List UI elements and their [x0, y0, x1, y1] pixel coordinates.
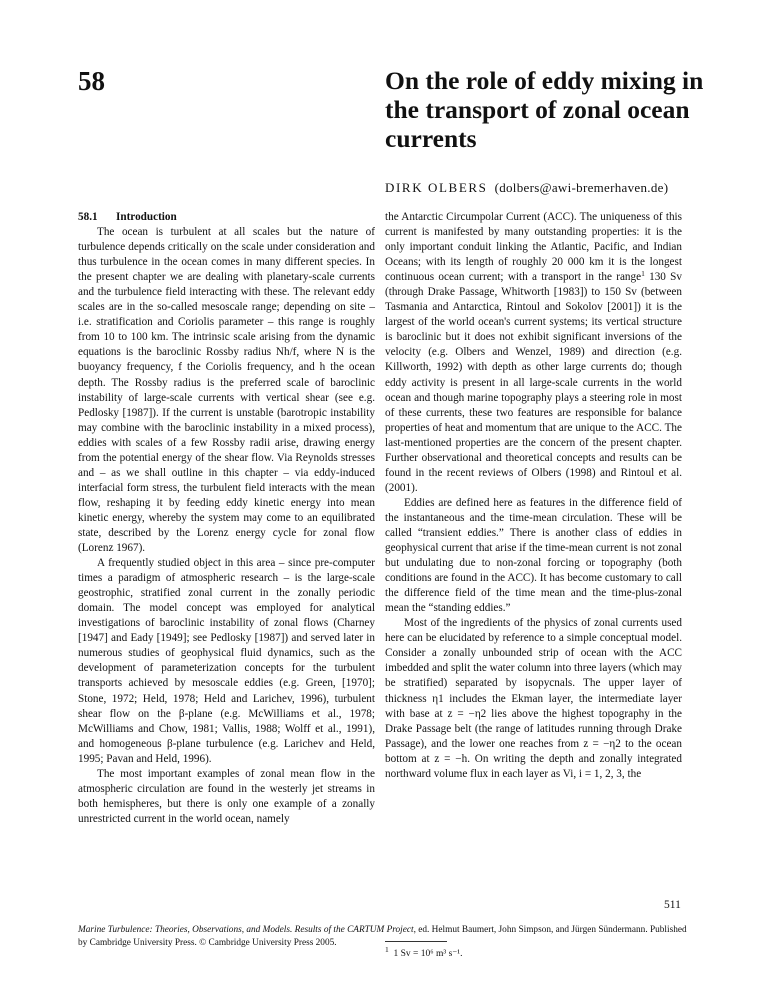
chapter-number: 58: [78, 66, 105, 96]
author-name: DIRK OLBERS: [385, 180, 488, 195]
author-email[interactable]: (dolbers@awi-bremerhaven.de): [494, 180, 669, 195]
page-number: 511: [664, 899, 681, 911]
paragraph-text: the Antarctic Circumpolar Current (ACC). The uniqueness of this current is manifested by many outstanding properties: it is the only important conduit linking the Atlantic, Pacific, and Indian Oceans; with its length of roughly 20 000 km it is the longest continuous ocean current; with a transport in the range: [385, 211, 682, 284]
paragraph: A frequently studied object in this area – since pre-computer times a paradigm of atmospheric research – is the large-scale geostrophic, stratified zonal current in the zonally periodic domain. The model concept was employed for analytical investigations of baroclinic instability of zonal flows (Charney [1947] and Eady [1949]; see Pedlosky [1987]) and served later in numerous studies of geophysical fluid dynamics, such as the development of parameterization concepts for the turbulent transports achieved by mesoscale eddies (e.g. Green, [1970]; Stone, 1972; Held, 1978; Held and Larichev, 1996), turbulent shear flow on the β-plane (e.g. McWilliams et al., 1978; McWilliams and Chow, 1981; Vallis, 1988; Wolff et al., 1991), and homogeneous β-plane turbulence (e.g. Larichev and Held, 1995; Pavan and Held, 1996).: [78, 557, 375, 765]
paragraph-continued: [385, 210, 682, 496]
paragraph: The ocean is turbulent at all scales but the nature of turbulence depends critically on the scale under consideration and thus turbulence in the ocean comes in many different species. In the present chapter we are dealing with planetary-scale currents and the turbulence field interacting with these. The relevant eddy scales are in the so-called mesoscale range; depending on site – i.e. stratification and Coriolis parameter – this range is roughly from 10 to 100 km. The intrinsic scale arising from the dynamic equations is the baroclinic Rossby radius Nh/f, where N is the buoyancy frequency, f the Coriolis frequency, and h the ocean depth. The Rossby radius is the preferred scale of baroclinic instability of large-scale currents with vertical shear (see e.g. Pedlosky [1987]). If the current is unstable (barotropic instability may combine with the baroclinic instability in a mixed process), eddies with scales of a few Rossby radii arise, drawing energy from the potential energy of the shear flow. Via Reynolds stresses and – as we shall outline in this chapter – via eddy-induced interfacial form stress, the turbulent field interacts with the mean flow, reshaping it by feeding eddy kinetic energy into mean kinetic energy, whereby the system may come to an equilibrated state, described by the Lorenz energy cycle for zonal flow (Lorenz 1967).: [78, 226, 375, 555]
footnote-marker[interactable]: 1: [641, 269, 645, 279]
paragraph: Eddies are defined here as features in the difference field of the instantaneous and the time-mean circulation. These will be called “transient eddies.” There is another class of eddies in geophysical current that arise if the time-mean current is not zonal but undulating due to non-zonal forcing or topography (both conditions are found in the ACC). It has become customary to call the difference field of the time mean and the time-plus-zonal mean the “standing eddies.”: [385, 496, 682, 615]
section-number: 58.1: [78, 211, 98, 223]
credit-text: , ed. Helmut Baumert, John Simpson, and Jürgen Sündermann. Published by Cambridge University Press. © Cambridge University Press 2005.: [78, 925, 687, 948]
section-heading: [78, 210, 375, 225]
footnote-number: 1: [385, 945, 389, 954]
right-column: [385, 210, 682, 782]
paragraph: Most of the ingredients of the physics of zonal currents used here can be elucidated by reference to a simple conceptual model. Consider a zonally unbounded strip of ocean with the ACC imbedded and split the water column into three layers (which may be stratified) separated by isopycnals. The upper layer of thickness η1 includes the Ekman layer, the intermediate layer with base at z = −η2 lies above the highest topography in the Drake Passage belt (the range of latitudes running through Drake Passage), and the lower one reaches from z = −η2 to the ocean bottom at z = −h. On writing the depth and zonally integrated northward volume flux in each layer as Vi, i = 1, 2, 3, the: [385, 617, 682, 780]
paragraph-text: 130 Sv (through Drake Passage, Whitworth [1983]) to 150 Sv (between Tasmania and Antarctica, Rintoul and Sokolov [2001]) it is the largest of the world ocean's current systems; its vertical structure is baroclinic but it does not exhibit significant inversions of the velocity (e.g. Olbers and Wenzel, 1989) and direction (e.g. Killworth, 1992) with depth as other large currents do; though eddy activity is present in all large-scale currents in the world ocean and though marine topography plays a steering role in most of these currents, these two features are responsible for balance properties of heat and momentum that are unique to the ACC. The last-mentioned properties are the concern of the present chapter. Further observational and theoretical concepts and results can be found in the recent reviews of Olbers (1998) and Rintoul et al. (2001).: [385, 271, 682, 494]
paragraph: The most important examples of zonal mean flow in the atmospheric circulation are found in the westerly jet streams in both hemispheres, but there is only one example of a zonally unrestricted current in the world ocean, namely: [78, 767, 375, 825]
publication-credit: [78, 924, 690, 949]
section-title: Introduction: [116, 211, 177, 223]
author-line: [385, 180, 668, 196]
footnote: [385, 945, 463, 959]
book-title: Marine Turbulence: Theories, Observations, and Models. Results of the CARTUM Project: [78, 925, 414, 935]
left-column: [78, 210, 375, 827]
footnote-text: 1 Sv = 10⁶ m³ s⁻¹.: [393, 949, 463, 959]
chapter-title: On the role of eddy mixing in the transport of zonal ocean currents: [385, 66, 704, 153]
